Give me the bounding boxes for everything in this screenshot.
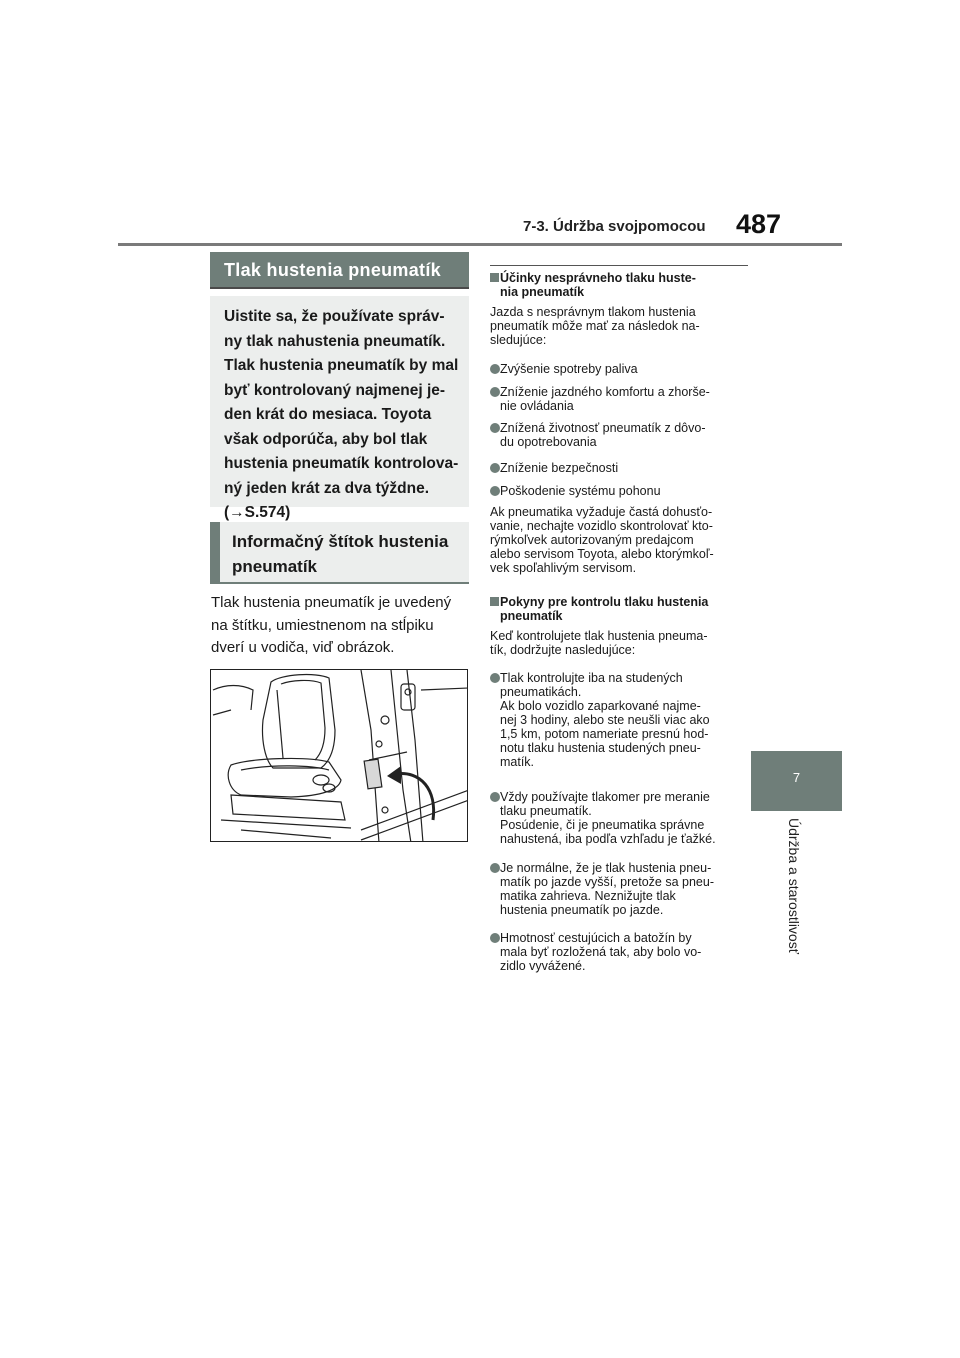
door-pillar-illustration bbox=[210, 669, 468, 842]
bullet-item bbox=[490, 931, 752, 973]
body-line: na štítku, umiestnenom na stĺpiku bbox=[211, 616, 434, 634]
bullet-dot-icon bbox=[490, 387, 500, 397]
text-line: tík, dodržujte nasledujúce: bbox=[490, 643, 636, 657]
page-number: 487 bbox=[736, 209, 782, 239]
intro-box bbox=[210, 296, 469, 521]
bullet-item bbox=[490, 461, 752, 475]
text-line: matika zahrieva. Neznižujte tlak bbox=[500, 889, 676, 903]
text-line: nej 3 hodiny, alebo ste neušli viac ako bbox=[500, 713, 710, 727]
bullet-dot-icon bbox=[490, 486, 500, 496]
heading-info-label bbox=[210, 522, 469, 584]
paragraph bbox=[490, 505, 752, 575]
bullet-dot-icon bbox=[490, 673, 500, 683]
bullet-dot-icon bbox=[490, 933, 500, 943]
square-bullet-icon bbox=[490, 597, 499, 606]
seat-cushion bbox=[228, 758, 341, 797]
text-line: Je normálne, že je tlak hustenia pneu- bbox=[500, 861, 712, 875]
body-line: Tlak hustenia pneumatík je uvedený bbox=[211, 594, 452, 611]
intro-page-reference[interactable]: (→S.574) bbox=[224, 504, 291, 521]
bullet-item bbox=[490, 421, 752, 449]
intro-line: hustenia pneumatík kontrolova- bbox=[224, 455, 459, 472]
text-line: Poškodenie systému pohonu bbox=[500, 484, 661, 498]
intro-line: byť kontrolovaný najmenej je- bbox=[224, 381, 446, 399]
text-line: sledujúce: bbox=[490, 333, 547, 347]
bullet-dot-icon bbox=[490, 792, 500, 802]
text-line: notu tlaku hustenia studených pneu- bbox=[500, 741, 701, 755]
text-line: nie ovládania bbox=[500, 399, 574, 413]
text-line: Posúdenie, či je pneumatika správne bbox=[500, 818, 705, 832]
bullet-dot-icon bbox=[490, 423, 500, 433]
heading-line: nia pneumatík bbox=[500, 285, 585, 299]
text-line: Zníženie bezpečnosti bbox=[500, 461, 619, 475]
heading-line: Pokyny pre kontrolu tlaku hustenia bbox=[500, 595, 709, 609]
bullet-item bbox=[490, 484, 752, 498]
text-line: Zníženie jazdného komfortu a zhorše- bbox=[500, 385, 710, 399]
bullet-dot-icon bbox=[490, 364, 500, 374]
bullet-item bbox=[490, 671, 752, 769]
text-line: Vždy používajte tlakomer pre meranie bbox=[500, 790, 710, 804]
bullet-dot-icon bbox=[490, 863, 500, 873]
pillar-edge bbox=[361, 670, 379, 842]
text-line: 1,5 km, potom nameriate presnú hod- bbox=[500, 727, 709, 741]
bullet-dot-icon bbox=[490, 463, 500, 473]
text-line: vanie, nechajte vozidlo skontrolovať kto- bbox=[490, 519, 713, 533]
intro-line: Uistite sa, že používate správ- bbox=[224, 308, 445, 325]
heading-line: pneumatík bbox=[232, 557, 318, 576]
text-line: vek spoľahlivým servisom. bbox=[490, 561, 637, 575]
heading-line: pneumatík bbox=[500, 609, 563, 623]
intro-line: den krát do mesiaca. Toyota bbox=[224, 406, 432, 423]
paragraph bbox=[490, 305, 752, 347]
section-heading-effects bbox=[490, 271, 752, 299]
body-line: dverí u vodiča, viď obrázok. bbox=[211, 639, 395, 656]
tire-pressure-label bbox=[364, 759, 382, 789]
text-line: pneumatík môže mať za následok na- bbox=[490, 319, 700, 333]
bullet-item bbox=[490, 861, 752, 917]
text-line: rýmkoľvek autorizovaným predajcom bbox=[490, 533, 694, 547]
heading-tire-pressure: Tlak hustenia pneumatík bbox=[210, 252, 469, 289]
chapter-label: Údržba a starostlivosť bbox=[786, 818, 802, 954]
text-line: Keď kontrolujete tlak hustenia pneuma- bbox=[490, 629, 708, 643]
text-line: Tlak kontrolujte iba na studených bbox=[500, 671, 683, 685]
chapter-number: 7 bbox=[792, 770, 801, 785]
intro-line: Tlak hustenia pneumatík by mal bbox=[224, 357, 459, 374]
header-rule bbox=[118, 243, 842, 246]
text-line: Ak pneumatika vyžaduje častá dohusťo- bbox=[490, 505, 713, 519]
text-line: matík po jazde vyšší, pretože sa pneu- bbox=[500, 875, 714, 889]
section-title: 7-3. Údržba svojpomocou bbox=[523, 218, 706, 235]
intro-line: ný jeden krát za dva týždne. bbox=[224, 479, 430, 497]
column-rule bbox=[490, 265, 748, 266]
text-line: tlaku pneumatík. bbox=[500, 804, 592, 818]
intro-line: ny tlak nahustenia pneumatík. bbox=[224, 332, 446, 350]
text-line: zidlo vyvážené. bbox=[500, 959, 586, 973]
text-line: Ak bolo vozidlo zaparkované najme- bbox=[500, 699, 701, 713]
bullet-item bbox=[490, 385, 752, 413]
bullet-item bbox=[490, 790, 752, 846]
heading-line: Účinky nesprávneho tlaku huste- bbox=[500, 271, 696, 285]
paragraph bbox=[490, 629, 752, 657]
text-line: mala byť rozložená tak, aby bolo vo- bbox=[500, 945, 702, 959]
text-line: Znížená životnosť pneumatík z dôvo- bbox=[500, 421, 706, 435]
text-line: Zvýšenie spotreby paliva bbox=[500, 362, 638, 376]
body-paragraph bbox=[211, 592, 471, 660]
heading-line: Informačný štítok hustenia bbox=[232, 532, 449, 551]
intro-line: však odporúča, aby bol tlak bbox=[224, 430, 428, 448]
text-line: Hmotnosť cestujúcich a batožín by bbox=[500, 931, 692, 945]
car-seat-drawing bbox=[211, 670, 468, 842]
text-line: alebo servisom Toyota, alebo ktorýmkoľ- bbox=[490, 547, 714, 561]
text-line: Jazda s nesprávnym tlakom hustenia bbox=[490, 305, 696, 319]
bullet-item bbox=[490, 362, 752, 376]
text-line: nahustená, iba podľa vzhľadu je ťažké. bbox=[500, 832, 716, 846]
section-heading-instructions bbox=[490, 595, 752, 623]
text-line: du opotrebovania bbox=[500, 435, 597, 449]
text-line: pneumatikách. bbox=[500, 685, 582, 699]
text-line: matík. bbox=[500, 755, 535, 769]
square-bullet-icon bbox=[490, 273, 499, 282]
text-line: hustenia pneumatík po jazde. bbox=[500, 903, 664, 917]
